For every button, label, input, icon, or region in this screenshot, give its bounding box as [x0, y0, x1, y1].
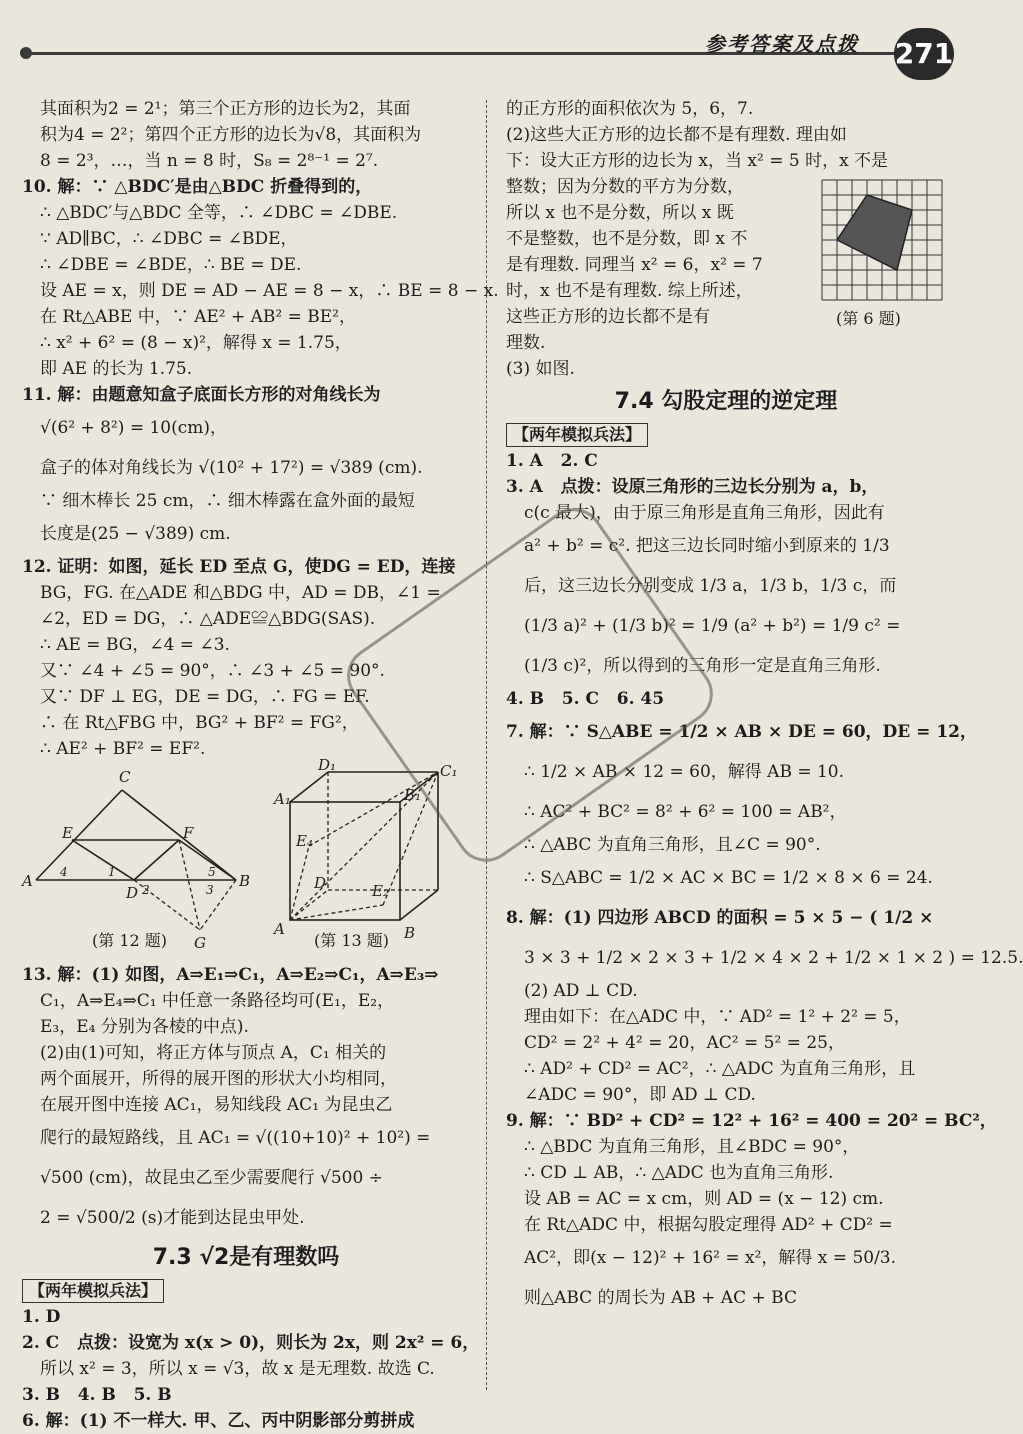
svg-text:F: F [183, 824, 194, 842]
text-line: ∴ △ABC 为直角三角形，且∠C = 90°. [524, 835, 821, 855]
text-line: (2)这些大正方形的边长都不是有理数. 理由如 [506, 125, 847, 145]
svg-text:B: B [239, 872, 251, 890]
text-line: ∠2，ED = DG，∴ △ADE≌△BDG(SAS). [40, 609, 376, 629]
text-line: 的正方形的面积依次为 5，6，7. [506, 99, 754, 119]
text-line: √(6² + 8²) = 10(cm)， [40, 418, 227, 438]
text-line: 设 AE = x，则 DE = AD − AE = 8 − x，∴ BE = 8 − x. [40, 281, 499, 301]
page-header [0, 0, 1000, 90]
text-line: 下：设大正方形的边长为 x，当 x² = 5 时，x 不是 [506, 151, 889, 171]
page-number-badge: 271 [894, 28, 954, 80]
figure-6-grid [822, 180, 942, 300]
text-line: 4. B 5. C 6. 45 [506, 689, 665, 709]
problem-6-block [506, 96, 946, 382]
text-line: 又∵ ∠4 + ∠5 = 90°，∴ ∠3 + ∠5 = 90°. [40, 661, 385, 681]
text-line: ∴ △BDC 为直角三角形，且∠BDC = 90°， [524, 1137, 860, 1157]
svg-text:C₁: C₁ [440, 762, 458, 780]
text-line: ∴ S△ABC = 1/2 × AC × BC = 1/2 × 8 × 6 = 24. [524, 868, 933, 888]
section-tag: 【两年模拟兵法】 [22, 1279, 164, 1303]
text-line: 积为4 = 2²；第四个正方形的边长为√8，其面积为 [40, 125, 422, 145]
figures-12-13 [22, 756, 470, 962]
text-line: a² + b² = c². 把这三边长同时缩小到原来的 1/3 [524, 536, 890, 556]
problem-8-line: 8. 解：(1) 四边形 ABCD 的面积 = 5 × 5 − ( 1/2 × [506, 908, 934, 928]
text-line: ∵ 细木棒长 25 cm，∴ 细木棒露在盒外面的最短 [40, 491, 415, 511]
text-line: √500 (cm)，故昆虫乙至少需要爬行 √500 ÷ [40, 1168, 383, 1188]
text-line: 理由如下：在△ADC 中，∵ AD² = 1² + 2² = 5， [524, 1007, 911, 1027]
section-title-7-4: 7.4 勾股定理的逆定理 [614, 389, 838, 414]
svg-text:C: C [119, 768, 131, 786]
text-line: 盒子的体对角线长为 √(10² + 17²) = √389 (cm). [40, 458, 423, 478]
text-line: ∠ADC = 90°，即 AD ⊥ CD. [524, 1085, 756, 1105]
text-line: 时，x 也不是有理数. 综上所述， [506, 281, 753, 301]
svg-text:B₁: B₁ [404, 786, 422, 804]
problem-13-line: 13. 解：(1) 如图，A⇒E₁⇒C₁，A⇒E₂⇒C₁，A⇒E₃⇒ [22, 965, 439, 985]
text-line: 是有理数. 同理当 x² = 6，x² = 7 [506, 255, 763, 275]
text-line: ∴ AC² + BC² = 8² + 6² = 100 = AB²， [524, 802, 847, 822]
problem-10-line: 10. 解：∵ △BDC′是由△BDC 折叠得到的， [22, 177, 373, 197]
text-line: 又∵ DF ⊥ EG，DE = DG，∴ FG = EF. [40, 687, 370, 707]
text-line: 理数. [506, 333, 546, 353]
svg-text:1: 1 [108, 865, 116, 879]
text-line: 设 AB = AC = x cm，则 AD = (x − 12) cm. [524, 1189, 884, 1209]
text-line: 整数；因为分数的平方为分数， [506, 177, 744, 197]
text-line: 长度是(25 − √389) cm. [40, 524, 231, 544]
svg-text:D: D [314, 874, 327, 892]
svg-text:A: A [22, 872, 33, 890]
text-line: ∴ AE = BG，∠4 = ∠3. [40, 635, 230, 655]
text-line: ∴ △BDC′与△BDC 全等，∴ ∠DBC = ∠DBE. [40, 203, 398, 223]
text-line: 6. 解：(1) 不一样大. 甲、乙、丙中阴影部分剪拼成 [22, 1411, 415, 1431]
text-line: 3. A 点拨：设原三角形的三边长分别为 a，b， [506, 477, 879, 497]
text-line: 1. A 2. C [506, 451, 598, 471]
svg-text:B: B [404, 924, 416, 942]
header-title: 参考答案及点拨 [705, 32, 859, 56]
svg-text:G: G [194, 934, 206, 952]
section-tag: 【两年模拟兵法】 [506, 423, 648, 447]
text-line: 所以 x 也不是分数，所以 x 既 [506, 203, 734, 223]
problem-12-line: 12. 证明：如图，延长 ED 至点 G，使DG = ED，连接 [22, 557, 456, 577]
text-line: 后，这三边长分别变成 1/3 a，1/3 b，1/3 c，而 [524, 576, 897, 596]
svg-text:5: 5 [208, 865, 216, 879]
text-line: 7. 解：∵ S△ABE = 1/2 × AB × DE = 60，DE = 12， [506, 722, 977, 742]
svg-text:3: 3 [206, 883, 214, 897]
text-line: 8 = 2³，…，当 n = 8 时，S₈ = 2⁸⁻¹ = 2⁷. [40, 151, 379, 171]
text-line: ∴ AD² + CD² = AC²，∴ △ADC 为直角三角形，且 [524, 1059, 916, 1079]
section-title-7-3: 7.3 √2是有理数吗 [152, 1245, 340, 1270]
text-line: 1. D [22, 1307, 61, 1327]
text-line: 在 Rt△ABE 中，∵ AE² + AB² = BE²， [40, 307, 357, 327]
text-line: (1/3 c)²，所以得到的三角形一定是直角三角形. [524, 656, 881, 676]
text-line: CD² = 2² + 4² = 20，AC² = 5² = 25， [524, 1033, 845, 1053]
text-line: ∴ AE² + BF² = EF². [40, 739, 206, 759]
text-line: ∴ CD ⊥ AB，∴ △ADC 也为直角三角形. [524, 1163, 834, 1183]
text-line: 两个面展开，所得的展开图的形状大小均相同， [40, 1069, 397, 1089]
text-line: 这些正方形的边长都不是有 [506, 307, 710, 327]
text-line: E₃，E₄ 分别为各棱的中点). [40, 1017, 249, 1037]
text-line: (1/3 a)² + (1/3 b)² = 1/9 (a² + b²) = 1/9 c² = [524, 616, 901, 636]
text-line: 则△ABC 的周长为 AB + AC + BC [524, 1288, 797, 1308]
text-line: 不是整数，也不是分数，即 x 不 [506, 229, 748, 249]
svg-text:2: 2 [142, 883, 150, 897]
text-line: 2 = √500/2 (s)才能到达昆虫甲处. [40, 1208, 305, 1228]
text-line: 在展开图中连接 AC₁，易知线段 AC₁ 为昆虫乙 [40, 1095, 393, 1115]
text-line: ∴ ∠DBE = ∠BDE，∴ BE = DE. [40, 255, 302, 275]
text-line: 即 AE 的长为 1.75. [40, 359, 193, 379]
text-line: 所以 x² = 3，所以 x = √3，故 x 是无理数. 故选 C. [40, 1359, 435, 1379]
svg-text:E₄: E₄ [296, 832, 313, 850]
svg-text:D₁: D₁ [318, 756, 337, 774]
text-line: C₁，A⇒E₄⇒C₁ 中任意一条路径均可(E₁，E₂， [40, 991, 395, 1011]
text-line: 爬行的最短路线，且 AC₁ = √((10+10)² + 10²) = [40, 1128, 431, 1148]
text-line: ∴ x² + 6² = (8 − x)²，解得 x = 1.75， [40, 333, 352, 353]
text-line: 其面积为2 = 2¹；第三个正方形的边长为2，其面 [40, 99, 411, 119]
text-line: 3. B 4. B 5. B [22, 1385, 172, 1405]
svg-text:D: D [126, 884, 139, 902]
svg-text:A₁: A₁ [274, 790, 291, 808]
text-line: 在 Rt△ADC 中，根据勾股定理得 AD² + CD² = [524, 1215, 893, 1235]
text-line: (2) AD ⊥ CD. [524, 981, 638, 1001]
figure-12-caption: (第 12 题) [92, 931, 168, 950]
svg-text:A: A [274, 920, 285, 938]
text-line: 3 × 3 + 1/2 × 2 × 3 + 1/2 × 4 × 2 + 1/2 × 1 × 2 ) = 12.5. [524, 948, 1023, 968]
figure-13-caption: (第 13 题) [314, 931, 390, 950]
text-line: (3) 如图. [506, 359, 575, 379]
svg-text:4: 4 [60, 865, 68, 879]
figure-6-caption: (第 6 题) [836, 309, 901, 328]
text-line: AC²，即(x − 12)² + 16² = x²，解得 x = 50/3. [524, 1248, 897, 1268]
text-line: 2. C 点拨：设宽为 x(x > 0)，则长为 2x，则 2x² = 6， [22, 1333, 480, 1353]
text-line: c(c 最大)，由于原三角形是直角三角形，因此有 [524, 503, 885, 523]
figure-12-triangle [22, 762, 252, 952]
text-line: ∵ AD∥BC，∴ ∠DBC = ∠BDE， [40, 229, 298, 249]
problem-9-line: 9. 解：∵ BD² + CD² = 12² + 16² = 400 = 20² = BC²， [506, 1111, 997, 1131]
svg-text:E₂: E₂ [372, 882, 389, 900]
text-line: ∴ 在 Rt△FBG 中，BG² + BF² = FG²， [40, 713, 359, 733]
text-line: ∴ 1/2 × AB × 12 = 60，解得 AB = 10. [524, 762, 845, 782]
svg-text:E: E [62, 824, 73, 842]
text-line: BG，FG. 在△ADE 和△BDG 中，AD = DB，∠1 = [40, 583, 441, 603]
problem-11-line: 11. 解：由题意知盒子底面长方形的对角线长为 [22, 385, 381, 405]
text-line: (2)由(1)可知，将正方体与顶点 A，C₁ 相关的 [40, 1043, 387, 1063]
